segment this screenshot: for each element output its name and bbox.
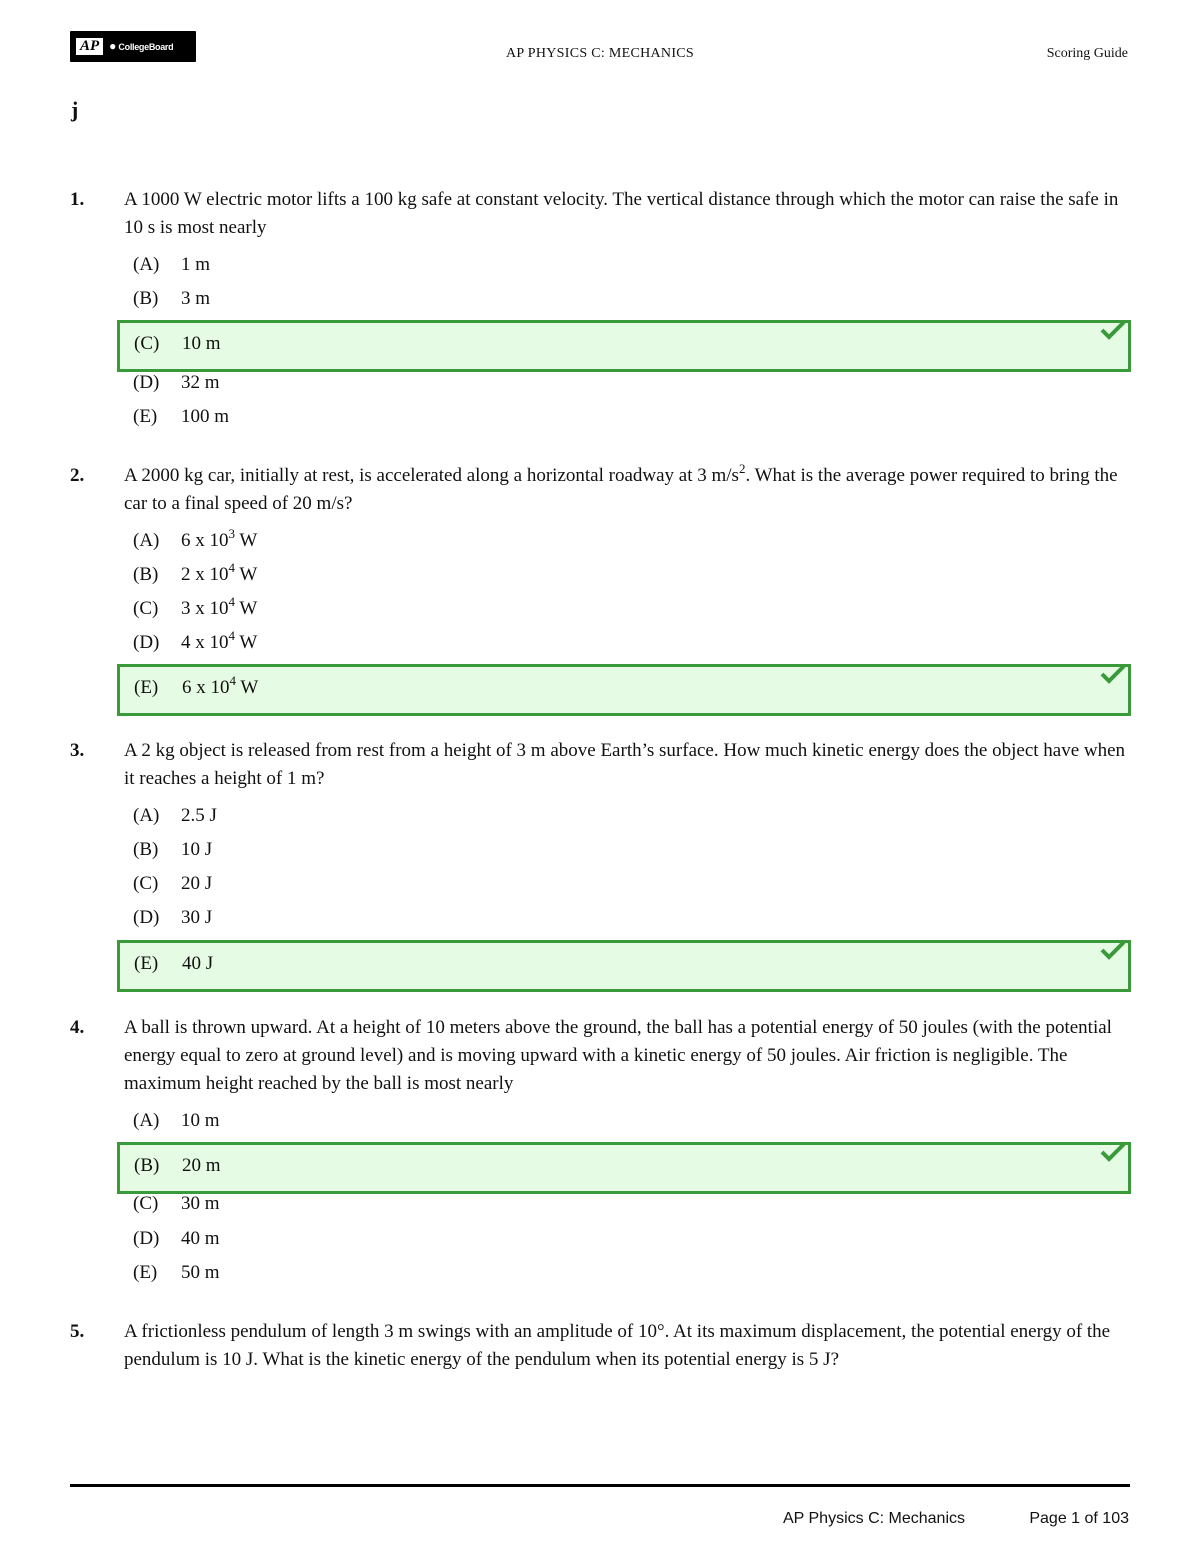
choice-text: 50 m (181, 1262, 220, 1283)
choice-b (133, 287, 210, 311)
choice-label: (B) (133, 564, 159, 585)
choice-c (134, 332, 221, 356)
choice-text: 2.5 J (181, 805, 217, 826)
correct-answer-box (117, 664, 1131, 716)
question-text: A frictionless pendulum of length 3 m swings with an amplitude of 10°. At its maximum displacement, the potential energy of the pendulum is 10 J. What is the kinetic energy of the pendulum when its potential energy is 5 J? (124, 1321, 1111, 1370)
choice-label: (D) (133, 907, 160, 928)
footer-title: AP Physics C: Mechanics (783, 1510, 965, 1527)
choice-label: (C) (133, 598, 159, 619)
choice-text: 10 m (181, 1110, 220, 1131)
check-icon (1100, 939, 1126, 961)
check-icon (1100, 1141, 1126, 1163)
choice-e (134, 673, 259, 700)
choice-base: 6 x 10 (181, 530, 229, 551)
stray-mark: j (71, 97, 79, 122)
choice-a (133, 526, 258, 553)
question-number: 1. (70, 189, 85, 210)
choice-label: (B) (133, 288, 159, 309)
choice-exponent: 4 (228, 594, 235, 609)
choice-unit: W (235, 632, 258, 653)
choice-text: 10 J (181, 839, 213, 860)
choice-c (133, 872, 212, 896)
footer-rule (70, 1484, 1130, 1487)
footer-page-number: Page 1 of 103 (1029, 1510, 1129, 1527)
logo-ap-text: AP (76, 38, 103, 55)
choice-base: 6 x 10 (182, 677, 230, 698)
question-number: 4. (70, 1017, 85, 1038)
choice-exponent: 3 (228, 526, 235, 541)
choice-label: (C) (133, 873, 159, 894)
choice-d (133, 628, 258, 655)
choice-a (133, 1109, 220, 1133)
choice-c (133, 1192, 220, 1216)
choice-exponent: 4 (228, 628, 235, 643)
header-scoring-guide: Scoring Guide (1046, 46, 1128, 61)
choice-d (133, 906, 212, 930)
choice-label: (E) (134, 953, 159, 974)
choice-unit: W (235, 598, 258, 619)
header-title: AP PHYSICS C: MECHANICS (505, 46, 695, 61)
choice-label: (A) (133, 254, 160, 275)
choice-e (134, 952, 213, 976)
question-text-part: . What is the average power required to bring the car to a final speed of 20 m/s? (124, 465, 1118, 514)
choice-a (133, 804, 217, 828)
choice-label: (A) (133, 805, 160, 826)
choice-base: 3 x 10 (181, 598, 229, 619)
choice-text: 100 m (181, 406, 230, 427)
acorn-icon: ● (109, 39, 117, 53)
choice-text: 20 J (181, 873, 213, 894)
choice-label: (A) (133, 530, 160, 551)
choice-base: 2 x 10 (181, 564, 229, 585)
choice-unit: W (235, 530, 258, 551)
choice-text: 30 J (181, 907, 213, 928)
choice-label: (E) (133, 406, 158, 427)
choice-b (133, 560, 258, 587)
question-text: A ball is thrown upward. At a height of 10 meters above the ground, the ball has a potential energy of 50 joules (with the potential energy equal to zero at ground level) and is moving upward with a kinetic energy of 50 joules. Air friction is negligible. The maximum height reached by the ball is most nearly (124, 1017, 1112, 1094)
choice-exponent: 4 (228, 560, 235, 575)
choice-text: 30 m (181, 1193, 220, 1214)
choice-text: 40 J (182, 953, 214, 974)
choice-d (133, 371, 220, 395)
check-icon (1100, 663, 1126, 685)
choice-exponent: 4 (229, 673, 236, 688)
choice-b (134, 1154, 221, 1178)
choice-label: (B) (133, 839, 159, 860)
choice-label: (D) (133, 632, 160, 653)
choice-d (133, 1227, 220, 1251)
choice-label: (A) (133, 1110, 160, 1131)
choice-a (133, 253, 210, 277)
question-number: 5. (70, 1321, 85, 1342)
choice-unit: W (235, 564, 258, 585)
choice-label: (B) (134, 1155, 160, 1176)
logo-collegeboard-text: CollegeBoard (118, 41, 174, 52)
correct-answer-box (117, 1142, 1131, 1194)
correct-answer-box (117, 940, 1131, 992)
choice-text: 20 m (182, 1155, 221, 1176)
choice-label: (C) (133, 1193, 159, 1214)
choice-label: (E) (133, 1262, 158, 1283)
question-text: A 2 kg object is released from rest from a height of 3 m above Earth’s surface. How much kinetic energy does the object have when it reaches a height of 1 m? (124, 740, 1126, 789)
choice-text: 1 m (181, 254, 211, 275)
choice-label: (C) (134, 333, 160, 354)
question-superscript: 2 (738, 461, 746, 476)
question-number: 3. (70, 740, 85, 761)
question-text (124, 462, 1130, 518)
question-number: 2. (70, 465, 85, 486)
choice-text: 10 m (182, 333, 221, 354)
choice-unit: W (236, 677, 259, 698)
choice-label: (D) (133, 372, 160, 393)
choice-text: 40 m (181, 1228, 220, 1249)
choice-label: (D) (133, 1228, 160, 1249)
choice-text: 32 m (181, 372, 220, 393)
question-text: A 1000 W electric motor lifts a 100 kg safe at constant velocity. The vertical distance through which the motor can raise the safe in 10 s is most nearly (124, 189, 1119, 238)
question-text-part: A 2000 kg car, initially at rest, is accelerated along a horizontal roadway at 3 m/s (124, 465, 739, 486)
choice-base: 4 x 10 (181, 632, 229, 653)
choice-text: 3 m (181, 288, 211, 309)
choice-b (133, 838, 212, 862)
check-icon (1100, 319, 1126, 341)
choice-label: (E) (134, 677, 159, 698)
choice-e (133, 405, 229, 429)
correct-answer-box (117, 320, 1131, 372)
choice-c (133, 594, 258, 621)
choice-e (133, 1261, 220, 1285)
